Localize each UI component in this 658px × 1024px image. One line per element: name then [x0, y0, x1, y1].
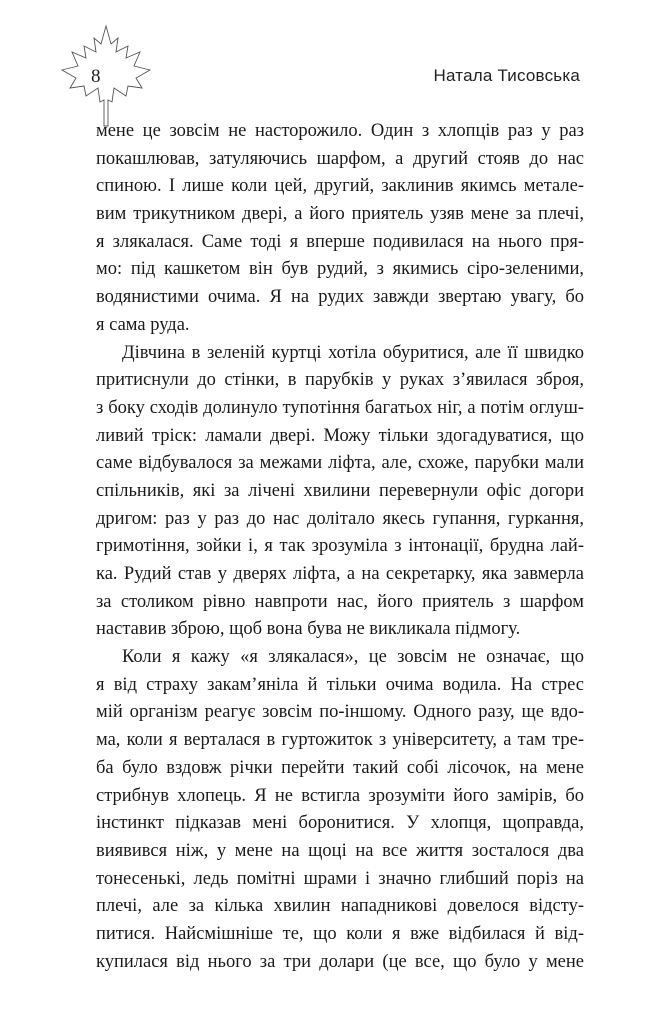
text-line: притиснули до стінки, в парубків у руках з’явилася зброя, [96, 370, 584, 391]
text-line: ма, коли я верталася в гуртожиток з університету, а там тре- [96, 730, 584, 751]
maple-leaf-outline-icon [56, 22, 156, 130]
text-line: ка. Рудий став у дверях ліфта, а на секретарку, яка завмерла [96, 564, 584, 584]
text-line: плечі, але за кілька хвилин нападникові довелося відсту- [96, 896, 584, 917]
text-line: спиною. І лише коли цей, другий, заклинив якимсь метале- [96, 176, 584, 197]
text-line: питися. Найсмішніше те, що коли я вже відбилася й від- [96, 923, 584, 944]
text-line: наставив зброю, щоб вона бува не викликала підмогу. [96, 619, 521, 640]
text-line: за столиком рівно навпроти нас, його приятель з шарфом [96, 591, 584, 612]
text-line: я сама руда. [96, 314, 190, 335]
text-line: покашлював, затуляючись шарфом, а другий стояв до нас [96, 148, 584, 169]
text-line: ба було вздовж річки перейти такий собі лісочок, на мене [96, 757, 584, 778]
text-line: вим трикутником двері, а його приятель узяв мене за плечі, [96, 204, 584, 225]
text-line: виявився ніж, у мене на щоці на все життя зосталося два [96, 840, 584, 861]
text-line: я від страху закам’яніла й тільки очима водила. На стрес [96, 674, 584, 695]
text-line: Коли я кажу «я злякалася», це зовсім не означає, що [122, 647, 584, 668]
text-line: з боку сходів долинуло тупотіння багатьох ніг, а потім оглуш- [96, 397, 584, 418]
running-head: Натала Тисовська [433, 66, 580, 85]
text-line: Дівчина в зеленій куртці хотіла обуритися, але її швидко [122, 342, 584, 363]
text-line: тонесенькі, ледь помітні шрами і значно глибший поріз на [96, 868, 584, 889]
text-line: водянистими очима. Я на рудих завжди звертаю увагу, бо [96, 287, 584, 308]
text-line: інстинкт підказав мені боронитися. У хлопця, щоправда, [96, 813, 584, 834]
text-line: мо: під кашкетом він був рудий, з якимись сіро-зеленими, [96, 259, 584, 280]
text-line: дригом: раз у раз до нас долітало якесь гупання, гуркання, [96, 508, 584, 529]
text-line: ливий тріск: ламали двері. Можу тільки здогадуватися, що [96, 425, 584, 446]
text-line: мій організм реагує зовсім по-іншому. Одного разу, ще вдо- [96, 702, 584, 723]
text-line: купилася від нього за три долари (це все, що було у мене [96, 951, 584, 972]
text-line: гримотіння, зойки і, я так зрозуміла з інтонації, брудна лай- [96, 536, 584, 557]
text-line: саме відбувалося за межами ліфта, але, схоже, парубки мали [96, 453, 584, 474]
text-line: спільників, які за лічені хвилини перевернули офіс догори [96, 480, 584, 501]
text-line: стрибнув хлопець. Я не встигла зрозуміти його замірів, бо [96, 785, 584, 806]
page-number: 8 [91, 66, 101, 87]
text-line: я злякалася. Саме тоді я вперше подивилася на нього пря- [96, 231, 584, 252]
body-text [96, 118, 584, 976]
text-line: мене це зовсім не насторожило. Один з хлопців раз у раз [96, 121, 584, 141]
page-header [0, 0, 658, 130]
